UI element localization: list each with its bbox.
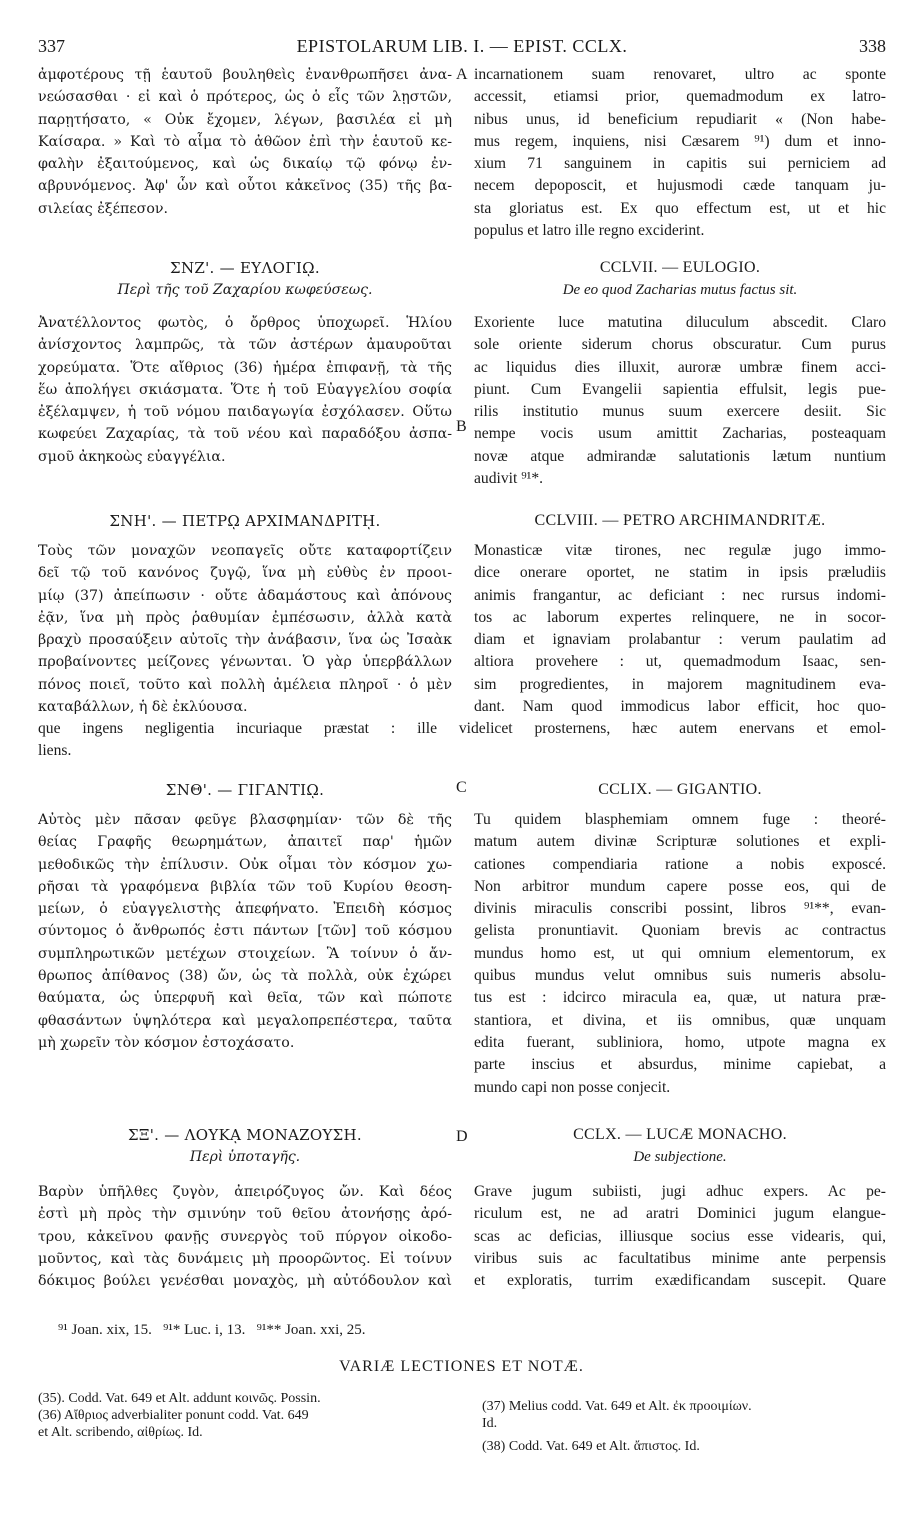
letter-259-heading-latin: CCLIX. — GIGANTIO. — [598, 781, 762, 798]
letter-257-subject-greek: Περὶ τῆς τοῦ Ζαχαρίου κωφεύσεως. — [117, 282, 373, 298]
text-line: Non arbitror mundum capere posse eos, qui de — [474, 877, 886, 895]
greek-column-continuation — [38, 64, 452, 220]
variant-note: Id. — [482, 1416, 498, 1431]
text-line: κωφεύει Ζαχαρίας, τὰ τοῦ νέου καὶ παραδόξου ἀσπα- — [38, 426, 452, 443]
text-line: αβρυνόμενος. Ἀφ' ὧν καὶ οὗτοι κἀκεῖνος (35) τῆς βα- — [38, 178, 452, 195]
text-line: scas ac deficias, illiusque socius esse videaris, qui, — [474, 1227, 886, 1245]
text-line: matum autem divinæ Scripturæ solutiones et expli- — [474, 833, 886, 851]
letter-259-heading-greek: ΣΝΘ'. — ΓΙΓΑΝΤΙῼ. — [165, 781, 325, 799]
text-line: θρωπος ἀπίθανος (38) ὤν, ὡς τὰ πολλὰ, οὐκ ἐχώρει — [38, 968, 452, 985]
text-line: edita fuerant, subliniora, homo, utpote magna ex — [474, 1033, 886, 1051]
text-line: tos ac laborum expertes relinquere, ne in socor- — [474, 608, 886, 626]
text-line: diam et ignaviam prolabantur : verum paulatim ad — [474, 631, 886, 649]
text-line: Tu quidem blasphemiam omnem fuge : theoré- — [474, 811, 886, 828]
letter-258-latin-text — [474, 540, 886, 718]
letter-257-heading-greek: ΣΝΖ'. — ΕΥΛΟΓΙῼ. — [170, 259, 320, 277]
variae-lectiones-heading: VARIÆ LECTIONES ET NOTÆ. — [339, 1358, 584, 1375]
letter-257-greek-text — [38, 312, 452, 468]
text-line: divinis miraculis conscribi possint, libros ⁹¹**, evan- — [474, 900, 886, 918]
text-line: quibus mundus velut omnibus suis numeris absolu- — [474, 967, 886, 985]
text-line: audivit ⁹¹*. — [474, 470, 544, 488]
text-line: μοῦντος, καὶ τὰς δυνάμεις μὴ προορῶντος. Εἰ τοίνυν — [38, 1250, 452, 1267]
text-line: dant. Nam quod immodicus labor efficit, hoc quo- — [474, 698, 886, 716]
text-line: liens. — [38, 742, 72, 760]
text-line: Τοὺς τῶν μοναχῶν νεοπαγεῖς οὔτε καταφορτίζειν — [38, 543, 452, 559]
scripture-footnotes: ⁹¹ Joan. xix, 15. ⁹¹* Luc. i, 13. ⁹¹** Joan. xxi, 25. — [58, 1322, 366, 1338]
text-line: μείων, ὁ εὐαγγελιστὴς ἀπεφήνατο. Ἐπειδὴ κόσμος — [38, 901, 452, 918]
text-line: ac liquidus dies illuxit, auroræ umbræ finem acci- — [474, 358, 886, 376]
text-line: accessit, etiamsi prior, quemadmodum ex latro- — [474, 88, 886, 106]
variant-note: (36) Αἴθριος adverbialiter ponunt codd. Vat. 649 — [38, 1408, 309, 1423]
text-line: mundus homo est, ut qui omnium elementorum, ex — [474, 944, 886, 962]
letter-260-heading-greek: ΣΞ'. — ΛΟΥΚᾼ ΜΟΝΑΖΟΥΣΗ. — [127, 1126, 363, 1144]
text-line: tus est : idcirco miracula ea, quæ, ut natura præ- — [474, 989, 886, 1007]
margin-letter-b: B — [456, 418, 467, 435]
letter-259-greek-text — [38, 809, 452, 1054]
text-line: Αὐτὸς μὲν πᾶσαν φεῦγε βλασφημίαν· τῶν δὲ τῆς — [38, 812, 452, 828]
variant-note: (35). Codd. Vat. 649 et Alt. addunt κοινῶς. Possin. — [38, 1391, 321, 1406]
text-line: nibus unus, id beneficium repudiarit « (Non habe- — [474, 110, 886, 128]
text-line: Monasticæ vitæ tirones, nec regulæ jugo immo- — [474, 542, 886, 559]
page-number-right: 338 — [859, 36, 886, 56]
text-line: μὴ χωρεῖν τὸν κόσμον ἐστοχάσατο. — [38, 1034, 295, 1051]
text-line: φαλὴν ἐξαιτούμενος, καὶ ὡς δικαίῳ τῷ φόνῳ ἐν- — [38, 156, 452, 173]
text-line: δόκιμος βούλει γενέσθαι μοναχὸς, μὴ αὐτόδουλον καὶ — [38, 1273, 452, 1290]
text-line: parte inscius et absurdus, minime capiebat, a — [474, 1056, 886, 1074]
text-line: riculum est, ne ad aratri Dominici jugum elangue- — [474, 1205, 886, 1223]
text-line: ἕω ἀπολήγει σκιάσματα. Ὅτε ἡ τοῦ Εὐαγγελίου σοφία — [38, 381, 452, 398]
text-line: viribus suis ac facultatibus minime ante perpensis — [474, 1249, 886, 1267]
text-line: Βαρὺν ὑπῆλθες ζυγὸν, ἀπειρόζυγος ὤν. Καὶ δέος — [38, 1184, 452, 1200]
text-line: sole oriente siderum chorus obscuratur. Cum purus — [474, 336, 886, 354]
text-line: populus et latro ille regno exciderint. — [474, 222, 705, 240]
letter-259-latin-text — [474, 809, 886, 1099]
text-line: et exploratis, turrim exædificandam suscepit. Quare — [474, 1272, 886, 1290]
text-line: altiora provehere : ut, quemadmodum Isaac, sen- — [474, 653, 886, 671]
text-line: βραχὺ προσαύξειν αὐτοῖς τὴν ἀνάβασιν, ἵνα ὡς Ἰσαὰκ — [38, 632, 452, 649]
letter-257-heading-latin: CCLVII. — EULOGIO. — [599, 259, 761, 276]
text-line: φθασάντων ὑψηλότερα καὶ μεγαλοπρεπέστερα, ταῦτα — [38, 1012, 452, 1029]
text-line: θαύματα, ὡς ὑπερφυῆ καὶ θεῖα, τῶν καὶ πώποτε — [38, 990, 452, 1007]
letter-258-heading-greek: ΣΝΗ'. — ΠΕΤΡῼ ΑΡΧΙΜΑΝΔΡΙΤῌ. — [109, 512, 381, 530]
text-line: novæ atque admirandæ salutationis lætum nuntium — [474, 447, 886, 465]
letter-258-latin-full-width — [38, 718, 886, 763]
text-line: ἐστὶ μὴ πρὸς τὴν σμινύην τοῦ θεῖου ἀτονήσῃς ἀρό- — [38, 1206, 452, 1223]
text-line: ἀνίσχοντος λαμπρῶς, τὰ τῶν ἀστέρων ἀμαυροῦται — [38, 337, 452, 354]
text-line: piunt. Cum Evangelii sapientia effulsit, legis pue- — [474, 380, 886, 398]
letter-258-heading-latin: CCLVIII. — PETRO ARCHIMANDRITÆ. — [534, 512, 826, 529]
variant-note: (37) Melius codd. Vat. 649 et Alt. ἐκ προοιμίων. — [482, 1399, 752, 1414]
text-line: νεώσασθαι · εἰ καὶ ὁ πρότερος, ὡς ὁ εἷς τῶν λῃστῶν, — [38, 89, 452, 106]
text-line: μεθοδικῶς τὴν ἐπίλυσιν. Οὐκ οἶμαι τὸν κόσμον χω- — [38, 856, 452, 873]
text-line: Grave jugum subiisti, jugi adhuc expers. Ac pe- — [474, 1183, 886, 1200]
variant-note: et Alt. scribendo, αἰθρίως. Id. — [38, 1425, 203, 1440]
text-line: animis frangantur, ac deficiant : nec rursus indomi- — [474, 586, 886, 604]
text-line: xium 71 sanguinem in capitis sui perniciem ad — [474, 155, 886, 173]
text-line: sim progredientes, in majorem magnitudinem eva- — [474, 675, 886, 693]
text-line: ἀμφοτέρους τῇ ἑαυτοῦ βουληθεὶς ἐνανθρωπῆσει ἀνα- — [38, 67, 452, 83]
variae-notes-right — [482, 1398, 886, 1455]
letter-260-latin-text — [474, 1181, 886, 1292]
text-line: τρου, κἀκεῖνου φανῇς συνεργὸς τοῦ πύργον οἰκοδο- — [38, 1228, 452, 1245]
text-line: Exoriente luce matutina diluculum abscedit. Claro — [474, 314, 886, 331]
margin-letter-d: D — [456, 1128, 468, 1145]
text-line: dice onerare oportet, ne statim in ipsis præludiis — [474, 564, 886, 582]
margin-letter-a: A — [456, 66, 468, 83]
text-line: Ἀνατέλλοντος φωτὸς, ὁ ὄρθρος ὑποχωρεῖ. Ἡλίου — [38, 315, 452, 331]
text-line: συμπληρωτικῶν μετέχων στοιχείων. Ἃ τοίνυν ὁ ἄν- — [38, 945, 452, 962]
text-line: que ingens negligentia incuriaque præstat : ille videlicet prosternens, hæc autem enervans et emol- — [38, 720, 886, 737]
text-line: ἐξέλαμψεν, ἡ τοῦ νόμου παιδαγωγία ἐσχόλασεν. Οὕτω — [38, 404, 452, 421]
text-line: θείας Γραφῆς θεωρημάτων, ἀπαιτεῖ παρ' ἡμῶν — [38, 834, 452, 851]
text-line: mus regem, inquiens, nisi Cæsarem ⁹¹) dum et inno- — [474, 132, 886, 150]
text-line: necem depoposcit, et hujusmodi cæde tanquam ju- — [474, 177, 886, 195]
variae-notes-left — [38, 1390, 448, 1441]
running-header — [38, 36, 886, 60]
text-line: rilis institutio munus suum exercere desiit. Sic — [474, 403, 886, 421]
text-line: χορεύματα. Ὅτε αἴθριος (36) ἡμέρα ἐπιφανῇ, τὰ τῆς — [38, 359, 452, 376]
text-line: mundo capi non posse conjecit. — [474, 1078, 671, 1096]
margin-letter-c: C — [456, 779, 467, 796]
text-line: σύντομος ὁ ἄνθρωπός ἐστι πάντων [τῶν] τοῦ κόσμου — [38, 923, 452, 940]
letter-260-subject-greek: Περὶ ὑποταγῆς. — [189, 1149, 301, 1165]
text-line: gelista pronuntiavit. Quoniam brevis ac contractus — [474, 922, 886, 940]
letter-257-subject-latin: De eo quod Zacharias mutus factus sit. — [562, 282, 798, 298]
text-line: nempe vocis usum amittit Zacharias, posteaquam — [474, 425, 886, 443]
text-line: μίῳ (37) ἀπείπωσιν · οὔτε ἀδαμάστους καὶ ἀπόνους — [38, 587, 452, 604]
text-line: cationes compendiaria ratione a nobis exposcé. — [474, 855, 886, 873]
page-number-left: 337 — [38, 36, 65, 56]
text-line: παρῃτήσατο, « Οὐκ ἔχομεν, λέγων, βασιλέα εἰ μὴ — [38, 111, 452, 128]
text-line: σμοῦ ἀκηκοὼς εὐαγγέλια. — [38, 448, 226, 465]
text-line: καταβάλλων, ἡ δὲ ἐκλύουσα. — [38, 699, 248, 716]
text-line: ἐᾷν, ἵνα μὴ πρὸς ῥαθυμίαν ἐμπέσωσιν, ἀλλὰ κατὰ — [38, 609, 452, 626]
letter-260-heading-latin: CCLX. — LUCÆ MONACHO. — [573, 1126, 787, 1143]
text-line: ρῆσαι τὰ γραφόμενα βιβλία τῶν τοῦ Κυρίου θεοση- — [38, 878, 452, 895]
running-title: EPISTOLARUM LIB. I. — EPIST. CCLX. — [296, 36, 628, 56]
text-line: stantiora, et divina, et iis omnibus, quæ unquam — [474, 1011, 886, 1029]
text-line: σιλείας ἐξέπεσον. — [38, 200, 169, 217]
text-line: Καίσαρα. » Καὶ τὸ αἷμα τὸ ἀθῶον ἐπὶ τὴν ἑαυτοῦ κε- — [38, 133, 452, 150]
text-line: δεῖ τῷ τοῦ κανόνος ζυγῷ, ἵνα μὴ εὐθὺς ἐν προοι- — [38, 565, 452, 582]
text-line: προβαίνοντες μείζονες γένωνται. Ὁ γὰρ ὑπερβάλλων — [38, 654, 452, 671]
letter-260-subject-latin: De subjectione. — [633, 1149, 727, 1165]
latin-column-continuation — [474, 64, 886, 242]
text-line: incarnationem suam renovaret, ultro ac sponte — [474, 66, 886, 83]
text-line: πόνος ποιεῖ, τοῦτο καὶ πολλὴ ἀμέλεια πληροῖ · ὁ μὲν — [38, 676, 452, 693]
letter-258-greek-text — [38, 540, 452, 718]
variant-note: (38) Codd. Vat. 649 et Alt. ἄπιστος. Id. — [482, 1439, 700, 1454]
letter-257-latin-text — [474, 312, 886, 490]
text-line: sta gloriatus est. Ex quo effectum est, ut et hic — [474, 199, 886, 217]
letter-260-greek-text — [38, 1181, 452, 1292]
